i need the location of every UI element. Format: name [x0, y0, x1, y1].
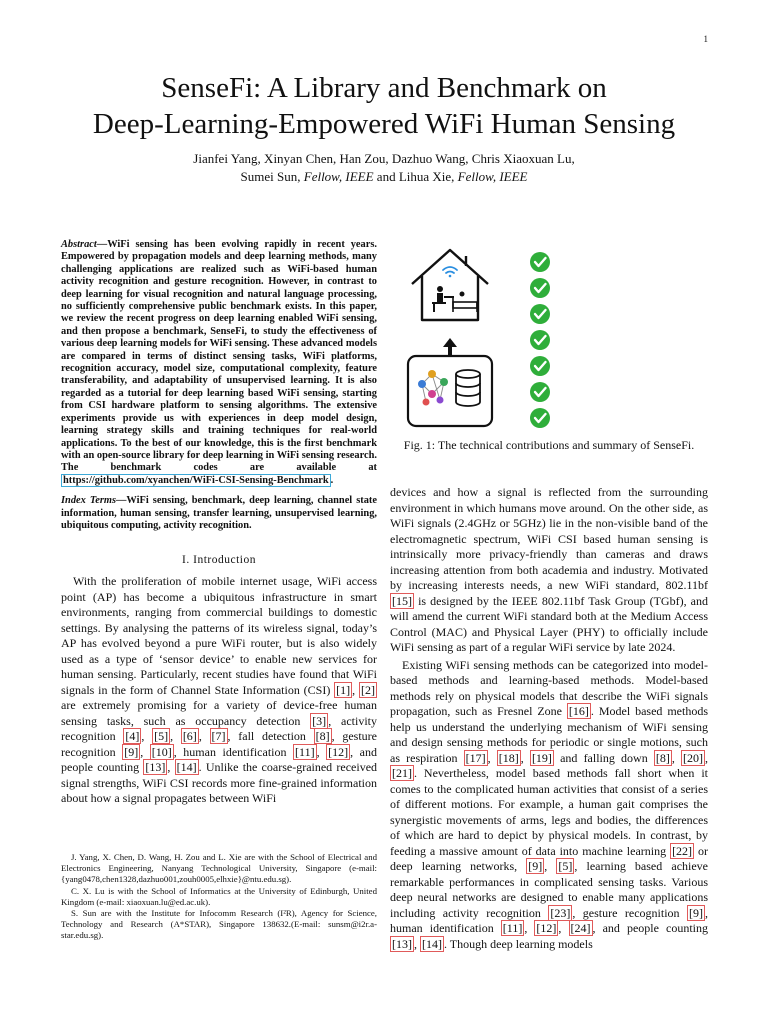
citation[interactable]: [12]: [536, 921, 557, 935]
text-run: With the proliferation of mobile internet usage, WiFi access point (AP) has become a ubiquitous infrastructure in smart environments, ranging from commercial buildings to domestic settings. By analysing the patterns of its wireless signal, today’s AP has evolved beyond a pure WiFi router, but is also widely used as a type of ‘sensor device’ to enable new services for human sensing. Particularly, recent studies have found that WiFi signals in the form of Channel State Information (CSI): [61, 574, 377, 697]
check-icon: [530, 304, 550, 324]
citation[interactable]: [4]: [125, 729, 140, 744]
citation[interactable]: [10]: [151, 744, 172, 759]
citation[interactable]: [5]: [558, 859, 573, 873]
paper-title: [0, 70, 768, 142]
intro-paragraph-1: [61, 574, 377, 807]
citation[interactable]: [14]: [176, 760, 197, 775]
footnote-affiliation-edinburgh: C. X. Lu is with the School of Informatics at the University of Edinburgh, United Kingdom (e-mail: xiaoxuan.lu@ed.ac.uk).: [61, 885, 377, 907]
citation[interactable]: [2]: [361, 682, 375, 697]
text-run: . Though deep learning models: [444, 936, 593, 951]
text-run: , gesture recognition: [61, 729, 378, 759]
text-run: ,: [141, 729, 153, 744]
citation[interactable]: [22]: [672, 843, 693, 858]
page-number: 1: [703, 34, 708, 44]
abstract: [61, 239, 377, 487]
citation[interactable]: [13]: [392, 936, 412, 951]
text-run: ,: [544, 859, 557, 873]
authors-line-1: Jianfei Yang, Xinyan Chen, Han Zou, Dazhuo Wang, Chris Xiaoxuan Lu,: [193, 151, 575, 166]
person-bed-icon: [453, 292, 477, 313]
abstract-lead: Abstract: [61, 239, 97, 250]
check-icon: [530, 382, 550, 402]
check-icon: [530, 252, 550, 272]
citation[interactable]: [11]: [502, 921, 523, 935]
section-heading-introduction: I. Introduction: [182, 554, 256, 567]
citation[interactable]: [1]: [336, 682, 351, 697]
text-run: , gesture recognition: [572, 905, 687, 920]
author-list: [0, 150, 768, 186]
footnote-affiliation-ntu: J. Yang, X. Chen, D. Wang, H. Zou and L. Xie are with the School of Electrical and Electronics Engineering, Nanyang Technological University, Singapore (e-mail: {yang0478,chen1328,dazhuo001,zouh0005,elhxie}@ntu.edu.sg).: [61, 852, 377, 885]
citation[interactable]: [14]: [422, 936, 442, 951]
database-icon: [456, 370, 480, 406]
citation[interactable]: [9]: [124, 744, 139, 759]
footnote-affiliation-i2r: S. Sun are with the Institute for Infocomm Research (I²R), Agency for Science, Technology and Research (A*STAR), Singapore 138632.(E-mail: sunsm@i2r.a-star.edu.sg).: [61, 908, 377, 941]
text-run: devices and how a signal is reflected from the surrounding environment in which humans move around. On the other side, as WiFi signals (2.4GHz or 5GHz) lie in the non-visible band of the electromagnetic spectrum, WiFi CSI based human sensing is intrinsically more privacy-friendly than cameras and draws increasing attention from both academia and industry. Motivated by increasing interests needs, a new WiFi standard, 802.11bf: [390, 485, 708, 592]
citation[interactable]: [9]: [528, 859, 543, 873]
text-run: ,: [671, 750, 682, 765]
citation[interactable]: [23]: [550, 905, 571, 920]
check-icon: [530, 356, 550, 376]
index-terms-lead: Index Terms: [61, 495, 117, 507]
text-run: ,: [524, 921, 535, 935]
text-run: , and people counting: [61, 744, 377, 775]
citation[interactable]: [17]: [465, 750, 486, 765]
abstract-end: .: [330, 474, 334, 486]
left-column: [61, 239, 377, 807]
text-run: ,: [705, 750, 709, 765]
intro-paragraph-3: [390, 658, 708, 953]
person-desk-icon: [432, 286, 454, 312]
citation[interactable]: [12]: [328, 744, 349, 759]
text-run: , and people counting: [592, 921, 709, 935]
citation[interactable]: [20]: [683, 750, 704, 765]
text-run: or deep learning networks,: [390, 843, 709, 873]
index-terms-text: —WiFi sensing, benchmark, deep learning, channel state information, human sensing, transfer learning, unsupervised learning, ubiquitous computing, activity recognition.: [61, 495, 377, 531]
text-run: Existing WiFi sensing methods can be categorized into model-based methods and learning-based methods. Model-based methods rely on physical models that describe the WiFi signals propagation, such as Fresnel Zone: [390, 657, 708, 718]
citation[interactable]: [24]: [570, 921, 591, 935]
check-icon: [530, 330, 550, 350]
authors-line-2a: Sumei Sun,: [240, 169, 304, 184]
title-line-1: SenseFi: A Library and Benchmark on: [161, 72, 607, 104]
text-run: , fall detection: [227, 729, 314, 744]
citation[interactable]: [21]: [392, 766, 412, 780]
text-run: . Model based methods help us understand the underlying mechanism of WiFi sensing and design sensing methods for periodic or single motions, such as respiration: [390, 704, 708, 765]
check-icon: [530, 278, 550, 298]
wifi-icon: [443, 267, 457, 277]
right-column: [390, 485, 708, 952]
text-run: and falling down: [553, 750, 654, 765]
figure-1-illustration: [400, 236, 590, 436]
text-run: ,: [140, 744, 150, 759]
citation[interactable]: [3]: [312, 713, 327, 728]
figure-1: [400, 236, 590, 436]
citation[interactable]: [8]: [315, 729, 330, 744]
check-icon: [530, 408, 550, 428]
text-run: ,: [352, 682, 359, 697]
fellow-ieee-2: Fellow, IEEE: [457, 169, 528, 184]
text-run: ,: [170, 729, 181, 744]
text-run: , human identification: [173, 744, 294, 759]
text-run: ,: [487, 750, 497, 765]
text-run: are extremely promising for a variety of device-free human sensing tasks, such as occupancy detection: [61, 698, 377, 728]
citation[interactable]: [5]: [154, 729, 169, 744]
neural-network-icon: [418, 370, 448, 406]
text-run: ,: [558, 921, 569, 935]
citation[interactable]: [8]: [655, 750, 670, 765]
footnotes: [61, 852, 377, 942]
text-run: ,: [520, 750, 530, 765]
text-run: ,: [414, 936, 420, 951]
text-run: ,: [198, 729, 210, 744]
benchmark-code-link[interactable]: https://github.com/xyanchen/WiFi-CSI-Sensing-Benchmark: [63, 474, 329, 486]
citation[interactable]: [15]: [392, 593, 412, 608]
text-run: . Nevertheless, model based methods fall short when it comes to the complicated human activities that consist of a series of different motions. For example, a human gait comprises the synergistic movements of arms, legs and bodies, the differences of which are hard to depict by physical models. In contrast, by feeding a massive amount of data into machine learning: [390, 766, 708, 858]
intro-paragraph-2: [390, 485, 708, 656]
citation[interactable]: [11]: [295, 744, 315, 759]
arrow-up-icon: [443, 338, 457, 356]
title-line-2: Deep-Learning-Empowered WiFi Human Sensing: [92, 108, 676, 140]
authors-line-2c: and Lihua Xie,: [373, 169, 458, 184]
citation[interactable]: [6]: [182, 729, 197, 744]
text-run: . Unlike the coarse-grained received signal strengths, WiFi CSI records more fine-grained information about how a signal propagates between WiFi: [61, 760, 378, 806]
check-list: [530, 252, 550, 428]
abstract-text: —WiFi sensing has been evolving rapidly in recent years. Empowered by propagation models and deep learning methods, many challenging applications are realized such as WiFi-based human activity recognition and gesture recognition. However, in contrast to deep learning for visual recognition and natural language processing, no sufficiently comprehensive public benchmark exists. In this paper, we review the recent progress on deep learning enabled WiFi sensing, and then propose a benchmark, SenseFi, to study the effectiveness of various deep learning models for WiFi sensing. These advanced models are compared in terms of distinct sensing tasks, WiFi platforms, recognition accuracy, model size, computational complexity, feature transferability, and adaptability of unsupervised learning. It is also regarded as a tutorial for deep learning based WiFi sensing, starting from CSI hardware platform to sensing algorithms. The extensive experiments provide us with experiences in deep model design, learning strategy skills and training techniques for real-world applications. To the best of our knowledge, this is the first benchmark with an open-source library for deep learning in WiFi sensing research. The benchmark codes are available at: [61, 239, 377, 474]
text-run: ,: [316, 744, 327, 759]
index-terms: [61, 495, 377, 532]
citation[interactable]: [7]: [211, 729, 226, 744]
text-run: is designed by the IEEE 802.11bf Task Group (TGbf), and will amend the current WiFi standard both at the Medium Access Control (MAC) and Physical Layer (PHY) to officially include WiFi sensing as part of a regular WiFi service by late 2024.: [390, 593, 708, 654]
citation[interactable]: [9]: [689, 905, 703, 920]
fellow-ieee-1: Fellow, IEEE: [303, 169, 374, 184]
citation[interactable]: [13]: [145, 760, 166, 775]
citation[interactable]: [16]: [568, 704, 589, 718]
citation[interactable]: [18]: [498, 750, 519, 765]
citation[interactable]: [19]: [531, 750, 552, 765]
text-run: , activity recognition: [61, 713, 377, 744]
text-run: ,: [167, 760, 175, 775]
figure-caption: Fig. 1: The technical contributions and summary of SenseFi.: [403, 438, 695, 452]
text-run: , human identification: [390, 905, 708, 935]
text-run: , learning based achieve remarkable performances in complicated sensing tasks. Various deep neural networks are designed to enable many applications including activity recognition: [390, 859, 709, 920]
